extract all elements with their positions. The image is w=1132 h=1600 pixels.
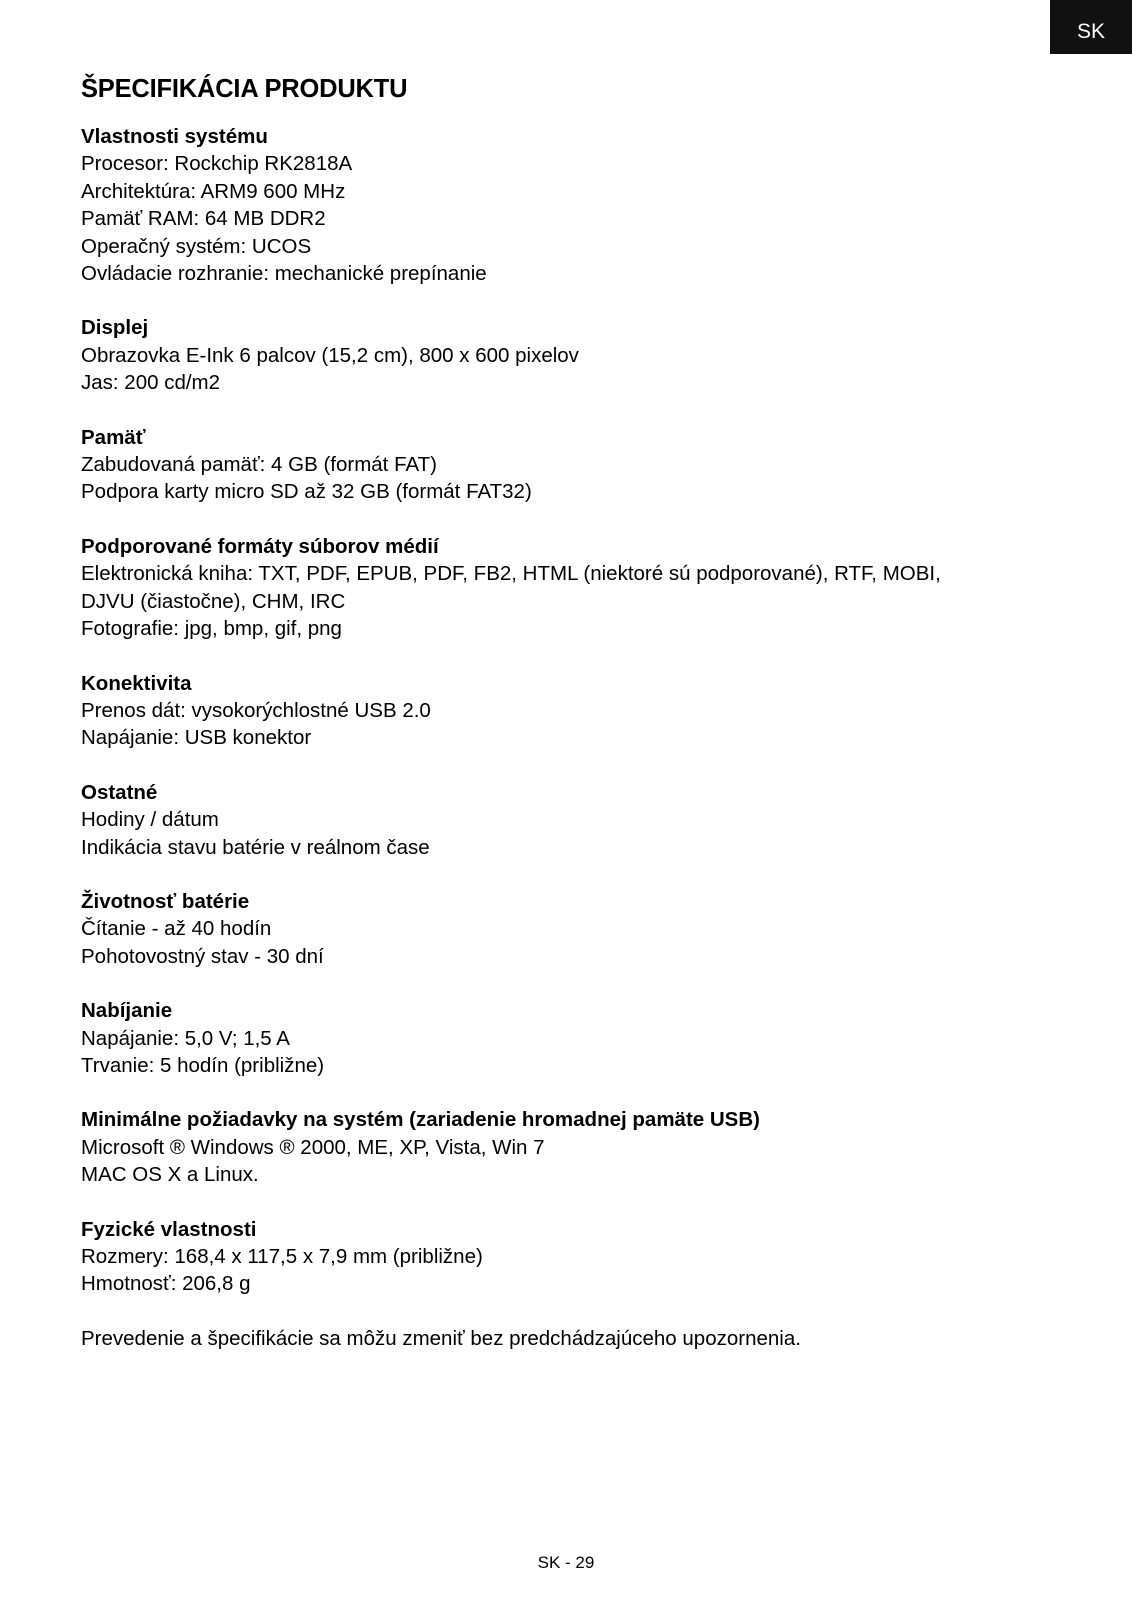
- disclaimer-note: Prevedenie a špecifikácie sa môžu zmeniť bez predchádzajúceho upozornenia.: [81, 1326, 801, 1350]
- spec-line: Napájanie: USB konektor: [81, 726, 312, 750]
- spec-line: Podpora karty micro SD až 32 GB (formát FAT32): [81, 480, 532, 504]
- section-heading: Životnosť batérie: [81, 889, 250, 913]
- section-heading: Minimálne požiadavky na systém (zariadenie hromadnej pamäte USB): [81, 1108, 760, 1132]
- spec-line: Hodiny / dátum: [81, 808, 219, 832]
- spec-line: Zabudovaná pamäť: 4 GB (formát FAT): [81, 453, 437, 477]
- section-heading: Podporované formáty súborov médií: [81, 534, 439, 558]
- spec-line: Prenos dát: vysokorýchlostné USB 2.0: [81, 698, 431, 722]
- spec-line: Architektúra: ARM9 600 MHz: [81, 179, 346, 203]
- spec-line: Indikácia stavu batérie v reálnom čase: [81, 835, 430, 859]
- section-heading: Pamäť: [81, 425, 146, 449]
- section-heading: Fyzické vlastnosti: [81, 1217, 257, 1241]
- spec-line: Elektronická kniha: TXT, PDF, EPUB, PDF, FB2, HTML (niektoré sú podporované), RTF, MOBI,: [81, 562, 941, 586]
- spec-section: [81, 1106, 1071, 1188]
- spec-section: [81, 670, 1071, 752]
- section-heading: Displej: [81, 316, 149, 340]
- spec-line: Jas: 200 cd/m2: [81, 371, 221, 395]
- spec-line: Operačný systém: UCOS: [81, 234, 312, 258]
- spec-line: Pohotovostný stav - 30 dní: [81, 944, 324, 968]
- spec-section: [81, 424, 1071, 506]
- spec-line: Pamäť RAM: 64 MB DDR2: [81, 207, 326, 231]
- page-number: SK - 29: [537, 1553, 595, 1572]
- spec-line: Čítanie - až 40 hodín: [81, 917, 272, 941]
- spec-content: [81, 72, 1071, 1352]
- spec-section: [81, 314, 1071, 396]
- spec-line: DJVU (čiastočne), CHM, IRC: [81, 589, 346, 613]
- spec-line: Obrazovka E-Ink 6 palcov (15,2 cm), 800 x 600 pixelov: [81, 343, 579, 367]
- spec-line: Microsoft ® Windows ® 2000, ME, XP, Vista, Win 7: [81, 1135, 545, 1159]
- spec-line: Napájanie: 5,0 V; 1,5 A: [81, 1026, 290, 1050]
- page-title: ŠPECIFIKÁCIA PRODUKTU: [81, 75, 408, 103]
- spec-line: Rozmery: 168,4 x 117,5 x 7,9 mm (približne): [81, 1245, 483, 1268]
- spec-line: Fotografie: jpg, bmp, gif, png: [81, 617, 342, 641]
- spec-line: Hmotnosť: 206,8 g: [81, 1272, 251, 1296]
- spec-section: [81, 533, 1071, 643]
- spec-section: [81, 1216, 1071, 1298]
- section-heading: Vlastnosti systému: [81, 125, 268, 148]
- spec-sections: [81, 123, 1071, 1298]
- spec-line: Trvanie: 5 hodín (približne): [81, 1053, 325, 1077]
- spec-section: [81, 123, 1071, 287]
- language-tab: SK: [1050, 0, 1132, 54]
- spec-section: [81, 997, 1071, 1079]
- spec-section: [81, 779, 1071, 861]
- section-heading: Ostatné: [81, 780, 158, 804]
- spec-section: [81, 888, 1071, 970]
- spec-line: Procesor: Rockchip RK2818A: [81, 152, 353, 176]
- spec-line: Ovládacie rozhranie: mechanické prepínanie: [81, 262, 487, 286]
- section-heading: Nabíjanie: [81, 999, 173, 1023]
- section-heading: Konektivita: [81, 671, 192, 695]
- spec-line: MAC OS X a Linux.: [81, 1163, 259, 1187]
